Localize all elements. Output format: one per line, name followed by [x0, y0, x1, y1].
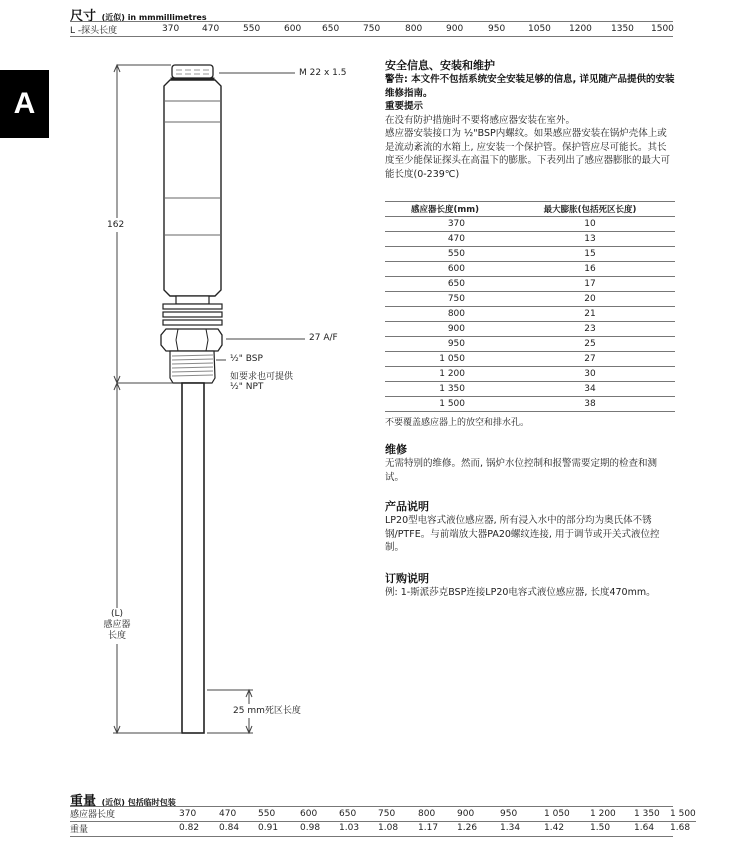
cell: 1 500: [670, 808, 696, 819]
cell: 370: [179, 808, 197, 819]
cell: 0.84: [219, 823, 240, 834]
weight-row1-label: 感应器长度: [70, 810, 116, 821]
product-text: LP20型电容式液位感应器, 所有浸入水中的部分均为奥氏体不锈钢/PTFE。与前端放大器PA20螺纹连接, 用于调节或开关式液位控制。: [385, 515, 660, 553]
cell: 13: [505, 232, 675, 247]
expansion-note: 不要覆盖感应器上的放空和排水孔。: [385, 418, 530, 428]
maintenance-section: [385, 443, 675, 484]
cell: 1 050: [385, 352, 505, 367]
cell: 38: [505, 397, 675, 412]
weight-title-suffix: (近似) 包括临时包装: [101, 798, 176, 807]
cell: 1.34: [500, 823, 521, 834]
product-section: [385, 500, 675, 555]
weight-title-main: 重量: [70, 794, 97, 809]
table-row: [385, 292, 675, 307]
table-row: [385, 217, 675, 232]
weight-bottom-rule: [70, 836, 673, 837]
dim-cell: 950: [488, 24, 506, 34]
weight-mid-rule: [70, 821, 673, 822]
cell: 20: [505, 292, 675, 307]
cell: 1 350: [634, 808, 660, 819]
cell: 650: [339, 808, 357, 819]
safety-para2: 感应器安装接口为 ½"BSP内螺纹。如果感应器安装在锅炉壳体上或是流动紊流的水箱上, 应安装一个保护管。保护管应尽可能长。其长度至少能保证探头在高温下的膨胀。下表列出了感应器膨胀的最大可能长度(0-239℃): [385, 128, 671, 180]
cell: 1.42: [544, 823, 565, 834]
hex-size-label: 27 A/F: [309, 333, 338, 343]
cell: 15: [505, 247, 675, 262]
cell: 900: [457, 808, 475, 819]
maintenance-heading: 维修: [385, 443, 407, 456]
length-label: [100, 609, 134, 642]
weight-row2-label: 重量: [70, 824, 89, 835]
cell: 0.91: [258, 823, 279, 834]
table-row: [385, 247, 675, 262]
cell: 370: [385, 217, 505, 232]
npt-note-line2: ½" NPT: [230, 382, 264, 392]
cell: 1 050: [544, 808, 570, 819]
dimensions-row-label: L -探头长度: [70, 25, 118, 36]
table-row: [70, 807, 696, 821]
cell: 750: [385, 292, 505, 307]
cell: 1.26: [457, 823, 478, 834]
cell: 800: [385, 307, 505, 322]
dim-cell: 600: [284, 24, 302, 34]
thread-size-label: M 22 x 1.5: [299, 68, 347, 78]
cell: 600: [300, 808, 318, 819]
table-row: [385, 352, 675, 367]
table-row: [385, 322, 675, 337]
cell: 1 500: [385, 397, 505, 412]
dim-cell: 470: [202, 24, 220, 34]
table-row: [385, 397, 675, 412]
dim-cell: 900: [446, 24, 464, 34]
col-header-length: 感应器长度(mm): [385, 202, 505, 217]
dim-cell: 550: [243, 24, 261, 34]
dim-cell: 370: [162, 24, 180, 34]
safety-para1: 在没有防护措施时不要将感应器安装在室外。: [385, 114, 576, 126]
bsp-label: ½" BSP: [230, 354, 263, 364]
table-header-row: [385, 202, 675, 217]
safety-heading: 安全信息、安装和维护: [385, 59, 495, 72]
cell: 23: [505, 322, 675, 337]
dimensions-title-main: 尺寸: [70, 9, 97, 24]
cell: 1.50: [590, 823, 611, 834]
cell: 800: [418, 808, 436, 819]
dim-cell: 800: [405, 24, 423, 34]
table-row: [385, 382, 675, 397]
thread-cap: [172, 65, 213, 78]
deadzone-label: 25 mm死区长度: [233, 706, 301, 716]
dim-cell: 750: [363, 24, 381, 34]
safety-section: [385, 59, 675, 181]
cell: 25: [505, 337, 675, 352]
cell: 1.68: [670, 823, 691, 834]
cell: 0.82: [179, 823, 200, 834]
cell: 21: [505, 307, 675, 322]
cell: 900: [385, 322, 505, 337]
cell: 470: [385, 232, 505, 247]
important-heading: 重要提示: [385, 101, 424, 112]
cell: 1.08: [378, 823, 399, 834]
height-162-label: 162: [107, 220, 125, 230]
cell: 1.64: [634, 823, 655, 834]
cell: 1 350: [385, 382, 505, 397]
cell: 17: [505, 277, 675, 292]
table-row: [70, 821, 696, 835]
cell: 600: [385, 262, 505, 277]
dim-cell: 1500: [651, 24, 674, 34]
dim-cell: 1350: [611, 24, 634, 34]
cell: 950: [500, 808, 518, 819]
dim-cell: 650: [322, 24, 340, 34]
cell: 550: [385, 247, 505, 262]
cell: 1 200: [590, 808, 616, 819]
expansion-table: [385, 201, 675, 412]
table-row: [385, 232, 675, 247]
cell: 1.03: [339, 823, 360, 834]
section-tab-marker: A: [0, 70, 49, 138]
cell: 0.98: [300, 823, 321, 834]
table-row: [385, 307, 675, 322]
cell: 650: [385, 277, 505, 292]
cell: 1.17: [418, 823, 439, 834]
safety-warning: 警告: 本文件不包括系统安全安装足够的信息, 详见随产品提供的安装维修指南。: [385, 74, 675, 99]
ordering-heading: 订购说明: [385, 572, 429, 585]
table-row: [385, 367, 675, 382]
cell: 34: [505, 382, 675, 397]
length-label-line3: 长度: [107, 631, 126, 641]
length-label-line1: (L): [110, 609, 124, 619]
length-label-line2: 感应器: [103, 620, 131, 630]
cell: 470: [219, 808, 237, 819]
maintenance-text: 无需特别的维修。然而, 锅炉水位控制和报警需要定期的检查和测试。: [385, 458, 658, 483]
cell: 16: [505, 262, 675, 277]
cell: 10: [505, 217, 675, 232]
cell: 1 200: [385, 367, 505, 382]
dim-cell: 1050: [528, 24, 551, 34]
dimensions-title-suffix: (近似) in mmmillimetres: [101, 13, 207, 22]
cell: 750: [378, 808, 396, 819]
cell: 27: [505, 352, 675, 367]
table-row: [385, 337, 675, 352]
col-header-expansion: 最大膨胀(包括死区长度): [505, 202, 675, 217]
table-row: [385, 277, 675, 292]
cell: 950: [385, 337, 505, 352]
table-row: [385, 262, 675, 277]
npt-note-line1: 如要求也可提供: [230, 372, 294, 382]
sensor-diagram: [0, 0, 380, 780]
cell: 550: [258, 808, 276, 819]
cell: 30: [505, 367, 675, 382]
ordering-text: 例: 1-斯派莎克BSP连接LP20电容式液位感应器, 长度470mm。: [385, 587, 656, 598]
product-heading: 产品说明: [385, 500, 429, 513]
dim-cell: 1200: [569, 24, 592, 34]
ordering-section: [385, 572, 675, 600]
